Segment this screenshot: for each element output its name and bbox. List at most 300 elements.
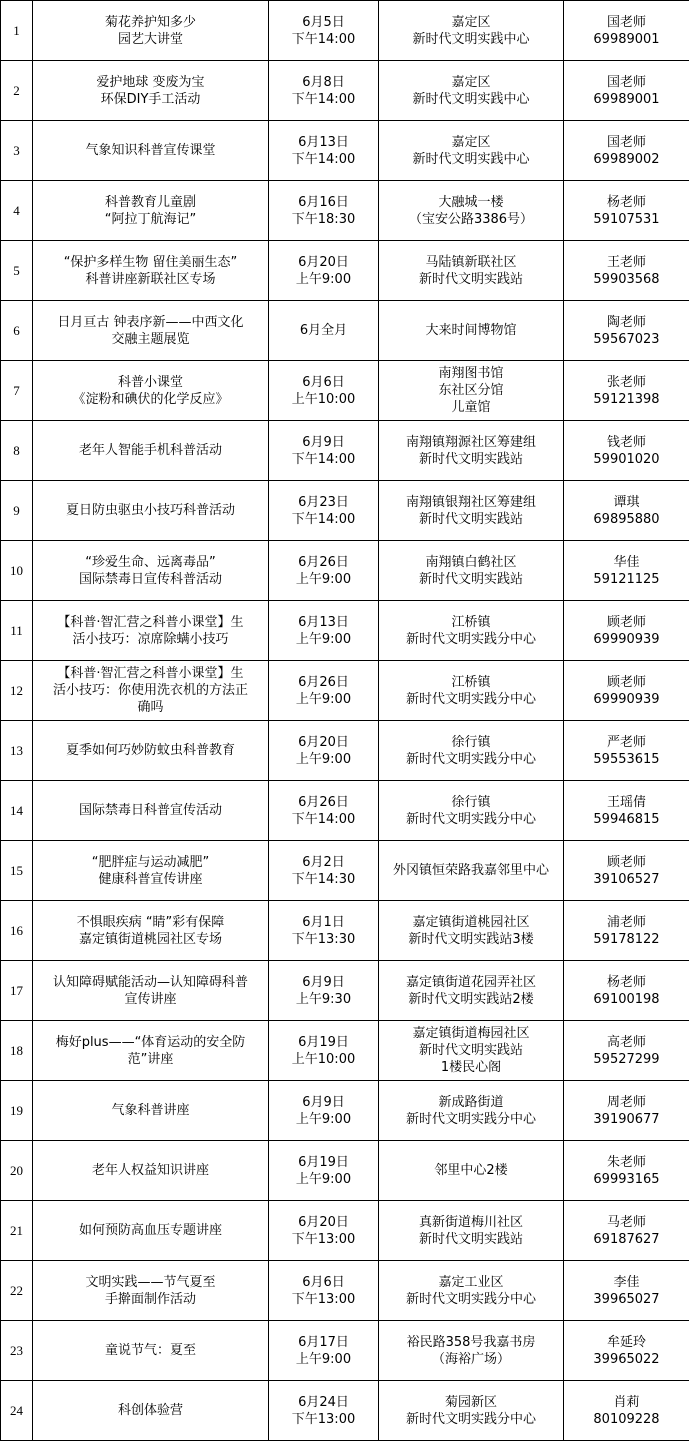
event-location-line: 新时代文明实践站 (418, 511, 523, 527)
event-time-line: 6月20日 (298, 1214, 349, 1230)
row-number-cell (1, 301, 33, 361)
event-time-line: 上午9:00 (295, 571, 352, 587)
event-time-cell (269, 961, 379, 1021)
event-title-line: 如何预防高血压专题讲座 (78, 1223, 222, 1238)
row-number-cell (1, 181, 33, 241)
event-location-line: 儿童馆 (451, 400, 491, 415)
table-row (1, 1381, 689, 1441)
event-time-line: 下午14:30 (291, 871, 356, 887)
event-contact-cell (564, 1081, 689, 1141)
table-row (1, 1, 689, 61)
event-location-line: 马陆镇新联社区 (425, 254, 517, 270)
event-time-line: 上午9:00 (295, 751, 352, 767)
event-title-cell (33, 1021, 269, 1081)
row-number-cell (1, 601, 33, 661)
event-time-cell (269, 361, 379, 421)
event-contact-line: 69989001 (593, 91, 660, 107)
event-title-line: 嘉定镇街道桃园社区专场 (78, 931, 222, 947)
row-number-cell (1, 901, 33, 961)
row-number-cell (1, 721, 33, 781)
row-number-cell (1, 661, 33, 721)
event-time-line: 上午9:00 (295, 631, 352, 647)
event-title-line: 科普讲座新联社区专场 (85, 271, 216, 287)
event-contact-cell (564, 241, 689, 301)
event-title-line: “保护多样生物 留住美丽生态” (63, 254, 238, 270)
event-location-line: 新时代文明实践中心 (412, 91, 530, 107)
event-title-line: 科普小课堂 (117, 374, 183, 390)
event-contact-line: 国老师 (606, 74, 646, 90)
row-number: 10 (10, 563, 23, 578)
event-location-line: 南翔镇银翔社区筹建组 (405, 494, 536, 510)
event-time-cell (269, 601, 379, 661)
event-title-cell (33, 421, 269, 481)
row-number: 13 (10, 743, 23, 758)
event-time-line: 6月2日 (302, 854, 345, 870)
event-time-line: 6月20日 (298, 734, 349, 750)
event-location-line: 嘉定镇街道花园弄社区 (405, 974, 536, 990)
event-title-line: 国际禁毒日科普宣传活动 (78, 803, 222, 818)
event-contact-cell (564, 421, 689, 481)
event-contact-line: 顾老师 (606, 854, 646, 870)
event-location-cell (379, 1081, 564, 1141)
row-number: 12 (10, 683, 23, 698)
row-number-cell (1, 481, 33, 541)
table-row (1, 841, 689, 901)
row-number-cell (1, 781, 33, 841)
event-time-line: 6月26日 (298, 674, 349, 690)
event-contact-line: 69989002 (593, 151, 660, 167)
row-number: 7 (13, 383, 20, 398)
event-title-cell (33, 1381, 269, 1441)
event-location-line: 新时代文明实践站 (418, 1043, 523, 1058)
event-title-line: 日月亘古 钟表序新——中西文化 (57, 314, 244, 330)
event-contact-line: 陶老师 (606, 314, 646, 330)
event-location-line: 江桥镇 (451, 614, 491, 630)
event-time-line: 上午9:00 (295, 1171, 352, 1187)
event-contact-line: 59527299 (593, 1051, 660, 1067)
event-title-cell (33, 61, 269, 121)
event-title-line: 老年人权益知识讲座 (91, 1163, 209, 1178)
event-time-line: 6月17日 (298, 1334, 349, 1350)
row-number: 16 (10, 923, 23, 938)
event-location-line: 新时代文明实践中心 (412, 151, 530, 167)
event-contact-line: 69187627 (593, 1231, 660, 1247)
event-title-line: 【科普·智汇营之科普小课堂】生 (57, 614, 244, 630)
event-time-line: 下午13:30 (291, 931, 356, 947)
row-number: 23 (10, 1343, 23, 1358)
event-location-line: 嘉定镇街道梅园社区 (412, 1026, 530, 1041)
event-title-line: 老年人智能手机科普活动 (78, 443, 222, 458)
event-contact-cell (564, 841, 689, 901)
event-time-line: 6月5日 (302, 14, 345, 30)
event-location-line: 江桥镇 (451, 674, 491, 690)
event-contact-line: 李佳 (613, 1274, 640, 1290)
event-time-line: 6月6日 (302, 374, 345, 390)
event-contact-line: 59946815 (593, 811, 660, 827)
event-location-line: 嘉定区 (451, 134, 491, 150)
event-title-line: 科创体验营 (117, 1403, 183, 1418)
event-contact-cell (564, 661, 689, 721)
row-number: 5 (13, 263, 20, 278)
event-title-line: 文明实践——节气夏至 (85, 1274, 216, 1290)
event-contact-cell (564, 1321, 689, 1381)
event-location-line: 徐行镇 (451, 794, 491, 810)
event-location-cell (379, 61, 564, 121)
event-title-line: 活小技巧：凉席除螨小技巧 (72, 631, 229, 647)
table-row (1, 1261, 689, 1321)
event-location-line: 新时代文明实践分中心 (405, 1411, 536, 1427)
event-location-line: 新时代文明实践分中心 (405, 811, 536, 827)
event-location-cell (379, 361, 564, 421)
event-time-cell (269, 721, 379, 781)
event-contact-cell (564, 1201, 689, 1261)
row-number-cell (1, 61, 33, 121)
row-number-cell (1, 1021, 33, 1081)
table-row (1, 181, 689, 241)
event-contact-line: 59107531 (593, 211, 660, 227)
table-row (1, 781, 689, 841)
event-title-line: 【科普·智汇营之科普小课堂】生 (57, 666, 244, 681)
event-title-cell (33, 181, 269, 241)
event-time-cell (269, 1381, 379, 1441)
event-contact-line: 59903568 (593, 271, 660, 287)
row-number-cell (1, 1, 33, 61)
row-number: 19 (10, 1103, 23, 1118)
event-time-line: 下午14:00 (291, 91, 356, 107)
event-time-cell (269, 121, 379, 181)
event-time-line: 下午18:30 (291, 211, 356, 227)
event-location-line: 大来时间博物馆 (425, 323, 517, 338)
event-title-line: 环保DIY手工活动 (100, 91, 201, 107)
event-time-cell (269, 841, 379, 901)
event-contact-line: 钱老师 (606, 434, 646, 450)
event-contact-line: 69895880 (593, 511, 660, 527)
event-location-line: 新时代文明实践分中心 (405, 1111, 536, 1127)
event-location-cell (379, 901, 564, 961)
event-title-cell (33, 301, 269, 361)
row-number: 15 (10, 863, 23, 878)
event-contact-cell (564, 781, 689, 841)
event-contact-line: 杨老师 (606, 974, 646, 990)
event-title-cell (33, 1081, 269, 1141)
event-location-cell (379, 601, 564, 661)
event-title-cell (33, 481, 269, 541)
event-title-cell (33, 601, 269, 661)
event-time-cell (269, 181, 379, 241)
event-title-line: 童说节气：夏至 (104, 1343, 196, 1358)
event-contact-cell (564, 601, 689, 661)
row-number-cell (1, 421, 33, 481)
event-location-line: 新时代文明实践中心 (412, 31, 530, 47)
table-row (1, 241, 689, 301)
event-contact-line: 顾老师 (606, 674, 646, 690)
event-location-line: 新时代文明实践站 (418, 451, 523, 467)
event-title-line: 菊花养护知多少 (104, 14, 196, 30)
event-time-cell (269, 1081, 379, 1141)
event-location-cell (379, 241, 564, 301)
event-location-cell (379, 1, 564, 61)
row-number: 11 (10, 623, 23, 638)
event-title-cell (33, 781, 269, 841)
event-contact-cell (564, 541, 689, 601)
table-row (1, 901, 689, 961)
event-title-line: 范”讲座 (127, 1051, 174, 1067)
row-number: 8 (13, 443, 20, 458)
event-location-line: 1楼民心阁 (440, 1060, 502, 1075)
event-location-cell (379, 1261, 564, 1321)
event-title-line: “肥胖症与运动减肥” (91, 854, 210, 870)
event-time-cell (269, 301, 379, 361)
table-row (1, 1321, 689, 1381)
event-contact-line: 69989001 (593, 31, 660, 47)
event-contact-line: 华佳 (613, 554, 640, 570)
event-location-line: 新时代文明实践分中心 (405, 751, 536, 767)
event-contact-line: 69993165 (593, 1171, 660, 1187)
table-row (1, 1141, 689, 1201)
event-location-line: 外冈镇恒荣路我嘉邻里中心 (392, 863, 549, 878)
event-location-cell (379, 1381, 564, 1441)
event-location-cell (379, 481, 564, 541)
row-number-cell (1, 1081, 33, 1141)
event-time-line: 下午14:00 (291, 811, 356, 827)
event-schedule-body (1, 1, 689, 1441)
event-location-line: 裕民路358号我嘉书房 (406, 1334, 536, 1350)
event-contact-cell (564, 61, 689, 121)
event-time-cell (269, 781, 379, 841)
event-contact-line: 国老师 (606, 14, 646, 30)
table-row (1, 601, 689, 661)
event-time-line: 6月1日 (302, 914, 345, 930)
event-contact-line: 69990939 (593, 691, 660, 707)
event-time-line: 下午14:00 (291, 511, 356, 527)
event-time-cell (269, 1021, 379, 1081)
event-location-line: 新时代文明实践站3楼 (408, 931, 534, 947)
event-time-line: 6月26日 (298, 554, 349, 570)
event-contact-line: 周老师 (606, 1094, 646, 1110)
event-contact-line: 朱老师 (606, 1154, 646, 1170)
event-contact-line: 顾老师 (606, 614, 646, 630)
event-location-cell (379, 1201, 564, 1261)
row-number: 14 (10, 803, 23, 818)
event-title-cell (33, 901, 269, 961)
event-time-line: 上午9:00 (295, 1111, 352, 1127)
event-time-line: 下午13:00 (291, 1231, 356, 1247)
event-title-cell (33, 1321, 269, 1381)
event-title-line: 《淀粉和碘伏的化学反应》 (72, 391, 229, 407)
event-time-cell (269, 661, 379, 721)
event-title-line: 确吗 (137, 700, 164, 715)
event-title-line: 不惧眼疾病 “睛”彩有保障 (76, 914, 225, 930)
event-contact-cell (564, 181, 689, 241)
row-number: 24 (10, 1403, 23, 1418)
event-location-cell (379, 421, 564, 481)
row-number-cell (1, 1321, 33, 1381)
event-contact-line: 浦老师 (606, 914, 646, 930)
event-contact-line: 张老师 (606, 374, 646, 390)
table-row (1, 121, 689, 181)
event-time-cell (269, 1141, 379, 1201)
event-title-line: “阿拉丁航海记” (104, 211, 197, 227)
event-location-line: 菊园新区 (444, 1394, 497, 1410)
event-title-cell (33, 121, 269, 181)
event-title-cell (33, 1141, 269, 1201)
table-row (1, 661, 689, 721)
event-title-line: 梅好plus——“体育运动的安全防 (55, 1034, 246, 1050)
table-row (1, 301, 689, 361)
event-location-line: 新时代文明实践站 (418, 271, 523, 287)
event-location-line: 嘉定工业区 (438, 1274, 504, 1290)
event-time-line: 6月13日 (298, 614, 349, 630)
table-row (1, 1021, 689, 1081)
event-time-line: 6月19日 (298, 1034, 349, 1050)
event-title-cell (33, 1201, 269, 1261)
event-location-cell (379, 1141, 564, 1201)
event-title-cell (33, 721, 269, 781)
event-time-line: 6月全月 (299, 323, 348, 338)
event-location-line: 南翔图书馆 (438, 366, 504, 381)
event-title-line: “珍爱生命、远离毒品” (85, 554, 216, 570)
event-title-line: 夏日防虫驱虫小技巧科普活动 (65, 503, 235, 518)
event-contact-line: 59567023 (593, 331, 660, 347)
event-time-line: 下午14:00 (291, 451, 356, 467)
table-row (1, 541, 689, 601)
row-number-cell (1, 1261, 33, 1321)
event-time-line: 6月13日 (298, 134, 349, 150)
event-time-line: 上午9:00 (295, 1351, 352, 1367)
event-contact-line: 严老师 (606, 734, 646, 750)
row-number: 6 (13, 323, 20, 338)
event-title-line: 认知障碍赋能活动—认知障碍科普 (52, 974, 248, 990)
event-title-line: 气象科普讲座 (111, 1103, 190, 1118)
event-title-cell (33, 541, 269, 601)
event-time-line: 下午13:00 (291, 1411, 356, 1427)
table-row (1, 721, 689, 781)
row-number-cell (1, 121, 33, 181)
event-title-cell (33, 961, 269, 1021)
event-title-cell (33, 1, 269, 61)
event-contact-line: 80109228 (593, 1411, 660, 1427)
event-contact-line: 39106527 (593, 871, 660, 887)
table-row (1, 1081, 689, 1141)
event-contact-line: 谭琪 (613, 494, 640, 510)
event-location-line: 南翔镇白鹤社区 (425, 554, 517, 570)
event-contact-line: 高老师 (606, 1034, 646, 1050)
event-location-cell (379, 301, 564, 361)
event-title-line: 科普教育儿童剧 (104, 194, 196, 210)
event-location-line: 邻里中心2楼 (434, 1163, 508, 1178)
row-number: 20 (10, 1163, 23, 1178)
event-contact-cell (564, 361, 689, 421)
event-contact-line: 肖莉 (613, 1394, 640, 1410)
table-row (1, 961, 689, 1021)
event-time-line: 6月19日 (298, 1154, 349, 1170)
event-title-line: 手擀面制作活动 (104, 1291, 196, 1307)
event-location-cell (379, 121, 564, 181)
event-location-line: （海裕广场） (431, 1351, 510, 1367)
table-row (1, 61, 689, 121)
event-contact-line: 69100198 (593, 991, 660, 1007)
event-contact-cell (564, 301, 689, 361)
event-time-cell (269, 481, 379, 541)
event-time-line: 6月24日 (298, 1394, 349, 1410)
event-time-cell (269, 1321, 379, 1381)
event-title-cell (33, 841, 269, 901)
event-contact-line: 王老师 (606, 254, 646, 270)
row-number: 18 (10, 1043, 23, 1058)
event-location-cell (379, 961, 564, 1021)
event-contact-line: 39965022 (593, 1351, 660, 1367)
event-title-cell (33, 241, 269, 301)
event-time-cell (269, 1, 379, 61)
row-number-cell (1, 841, 33, 901)
event-location-line: 新时代文明实践分中心 (405, 631, 536, 647)
row-number-cell (1, 361, 33, 421)
event-time-line: 6月8日 (302, 74, 345, 90)
event-contact-cell (564, 901, 689, 961)
row-number: 3 (13, 143, 20, 158)
event-location-line: 嘉定区 (451, 14, 491, 30)
event-time-line: 上午9:30 (295, 991, 352, 1007)
event-contact-cell (564, 1381, 689, 1441)
event-time-line: 6月9日 (302, 1094, 345, 1110)
event-contact-line: 39190677 (593, 1111, 660, 1127)
event-contact-cell (564, 121, 689, 181)
row-number: 9 (13, 503, 20, 518)
event-title-line: 活小技巧：你使用洗衣机的方法正 (52, 683, 248, 698)
event-time-line: 上午10:00 (291, 391, 356, 407)
row-number-cell (1, 1381, 33, 1441)
row-number: 2 (13, 83, 20, 98)
event-location-cell (379, 661, 564, 721)
event-title-line: 交融主题展览 (111, 331, 190, 347)
event-location-cell (379, 181, 564, 241)
event-contact-line: 59178122 (593, 931, 660, 947)
event-contact-line: 国老师 (606, 134, 646, 150)
event-contact-cell (564, 1021, 689, 1081)
event-location-line: 新时代文明实践分中心 (405, 1291, 536, 1307)
event-location-line: 徐行镇 (451, 734, 491, 750)
event-title-line: 健康科普宣传讲座 (98, 871, 203, 887)
row-number-cell (1, 1201, 33, 1261)
event-time-line: 6月20日 (298, 254, 349, 270)
event-contact-line: 69990939 (593, 631, 660, 647)
event-contact-cell (564, 721, 689, 781)
table-row (1, 421, 689, 481)
table-row (1, 481, 689, 541)
event-contact-line: 59121125 (593, 571, 660, 587)
event-time-line: 下午14:00 (291, 151, 356, 167)
event-time-line: 下午14:00 (291, 31, 356, 47)
event-contact-cell (564, 1, 689, 61)
event-location-cell (379, 1321, 564, 1381)
event-location-line: 嘉定镇街道桃园社区 (412, 914, 530, 930)
event-location-cell (379, 841, 564, 901)
event-contact-line: 59553615 (593, 751, 660, 767)
event-time-cell (269, 61, 379, 121)
event-location-line: （宝安公路3386号） (408, 211, 534, 227)
event-contact-line: 王瑶倩 (606, 794, 646, 810)
event-contact-line: 59901020 (593, 451, 660, 467)
event-time-cell (269, 541, 379, 601)
row-number: 1 (13, 23, 20, 38)
event-title-line: 宣传讲座 (124, 991, 177, 1007)
event-title-cell (33, 1261, 269, 1321)
row-number-cell (1, 1141, 33, 1201)
event-time-line: 上午9:00 (295, 271, 352, 287)
event-location-cell (379, 721, 564, 781)
event-contact-line: 39965027 (593, 1291, 660, 1307)
event-contact-cell (564, 961, 689, 1021)
